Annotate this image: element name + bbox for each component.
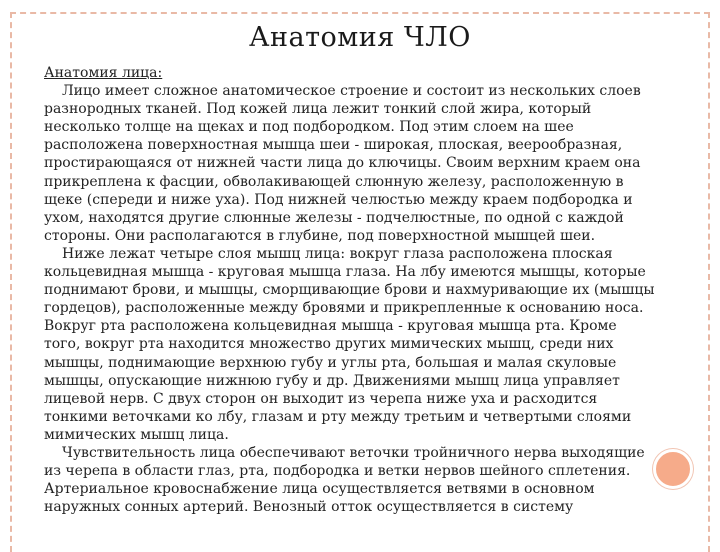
paragraph-1: Лицо имеет сложное анатомическое строение и состоит из нескольких слоев разнородных тканей. Под кожей лица лежит тонкий слой жира, который несколько толще на щеках и под подбородком. Под этим слоем на шее расположена поверхностная мышца шеи - широкая, плоская, веерообразная, простирающаяся от нижней части лица до ключицы. Своим верхним краем она прикреплена к фасции, обволакивающей слюнную железу, расположенную в щеке (спереди и ниже уха). Под нижней челюстью между краем подбородка и ухом, находятся другие слюнные железы - подчелюстные, по одной с каждой стороны. Они располагаются в глубине, под поверхностной мышцей шеи. xyxy=(44,83,641,244)
section-heading: Анатомия лица: xyxy=(44,65,163,81)
paragraph-3: Чувствительность лица обеспечивают веточки тройничного нерва выходящие из черепа в области глаз, рта, подбородка и ветки нервов шейного сплетения. Артериальное кровоснабжение лица осуществляется ветвями в основном наружных сонных артерий. Венозный отток осуществляется в систему xyxy=(44,444,645,516)
slide-body xyxy=(44,64,656,516)
decorative-frame-top xyxy=(10,12,710,14)
decorative-circle xyxy=(653,449,693,489)
paragraph-2: Ниже лежат четыре слоя мышц лица: вокруг глаза расположена плоская кольцевидная мышца - круговая мышца глаза. На лбу имеются мышцы, которые поднимают брови, и мышцы, сморщивающие брови и нахмуривающие их (мышцы гордецов), расположенные между бровями и прикрепленные к основанию носа. Вокруг рта расположена кольцевидная мышца - круговая мышца рта. Кроме того, вокруг рта находится множество других мимических мышц, среди них мышцы, поднимающие верхнюю губу и углы рта, большая и малая скуловые мышцы, опускающие нижнюю губу и др. Движениями мышц лица управляет лицевой нерв. С двух сторон он выходит из черепа ниже уха и расходится тонкими веточками ко лбу, глазам и рту между третьим и четвертыми слоями мимических мышц лица. xyxy=(44,245,655,443)
slide-title: Анатомия ЧЛО xyxy=(249,22,471,53)
decorative-frame-right xyxy=(708,12,710,552)
decorative-frame-left xyxy=(10,12,12,552)
